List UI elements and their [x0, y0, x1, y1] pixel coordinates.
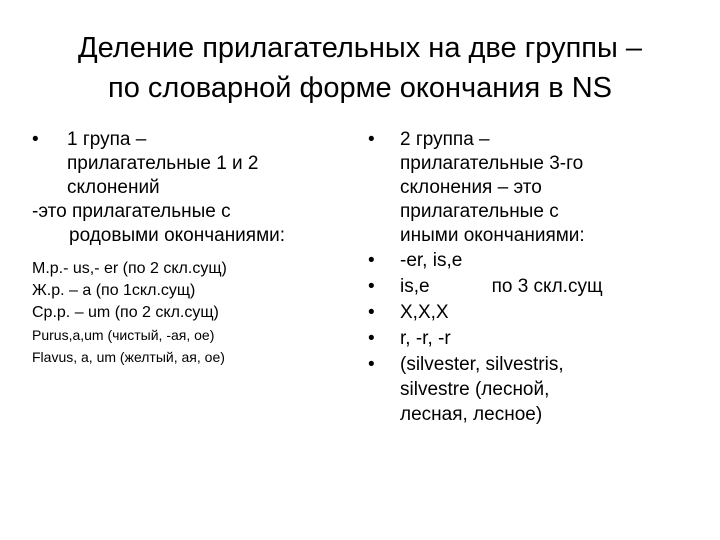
title-line-2: по словарной форме окончания в NS	[108, 72, 612, 104]
right-bullet-3-text: is,e	[400, 276, 430, 297]
right-bullet-5-text: r, -r, -r	[400, 328, 451, 349]
word-line-1: Purus,a,um (чистый, -ая, ое)	[32, 327, 215, 343]
right-bullet-3	[368, 274, 698, 300]
slide-title	[20, 28, 700, 108]
right-bullet-6-line-1: (silvester, silvestris,	[400, 354, 564, 375]
left-column	[32, 128, 362, 368]
bullet-dot: •	[368, 328, 375, 349]
title-line-1: Деление прилагательных на две группы –	[77, 32, 643, 64]
right-bullet-line-2: прилагательные 3-го	[400, 153, 584, 174]
left-text-line-1: -это прилагательные с	[32, 201, 231, 222]
bullet-dot: •	[32, 129, 39, 150]
right-bullet-line-3: склонения – это	[400, 177, 542, 198]
right-bullet-6-line-3: лесная, лесное)	[400, 404, 543, 425]
left-bullet-line-3: склонений	[67, 177, 160, 198]
bullet-dot: •	[368, 276, 375, 297]
right-bullet-line-4: прилагательные с	[400, 201, 559, 222]
example-line-1: М.р.- us,- er (по 2 скл.сущ)	[32, 260, 227, 277]
bullet-dot: •	[368, 354, 375, 375]
right-bullet-group-1	[368, 128, 698, 248]
left-bullet-line-2: прилагательные 1 и 2	[67, 153, 259, 174]
example-line-2: Ж.р. – a (по 1скл.сущ)	[32, 282, 196, 299]
bullet-dot: •	[368, 250, 375, 271]
right-bullet-2	[368, 248, 698, 274]
left-bullet-group-1	[32, 128, 362, 200]
bullet-dot: •	[368, 302, 375, 323]
left-text-line-2: родовыми окончаниями:	[69, 225, 286, 246]
left-examples	[32, 258, 362, 368]
right-bullet-line-5: иными окончаниями:	[400, 225, 585, 246]
right-bullet-6-line-2: silvestre (лесной,	[400, 379, 550, 400]
left-bullet-line-1: 1 група –	[67, 129, 147, 150]
right-bullet-line-1: 2 группа –	[400, 129, 490, 150]
right-bullet-4	[368, 300, 698, 326]
right-bullet-4-text: X,X,X	[400, 302, 449, 323]
right-bullet-6	[368, 352, 698, 427]
example-line-3: Ср.р. – um (по 2 скл.сущ)	[32, 304, 219, 321]
word-line-2: Flavus, a, um (желтый, ая, ое)	[32, 349, 225, 365]
right-bullet-2-text: -er, is,e	[400, 250, 463, 271]
right-column	[368, 128, 698, 427]
right-bullet-5	[368, 326, 698, 352]
right-bullet-3-note: по 3 скл.сущ	[491, 276, 603, 297]
bullet-dot: •	[368, 129, 375, 150]
